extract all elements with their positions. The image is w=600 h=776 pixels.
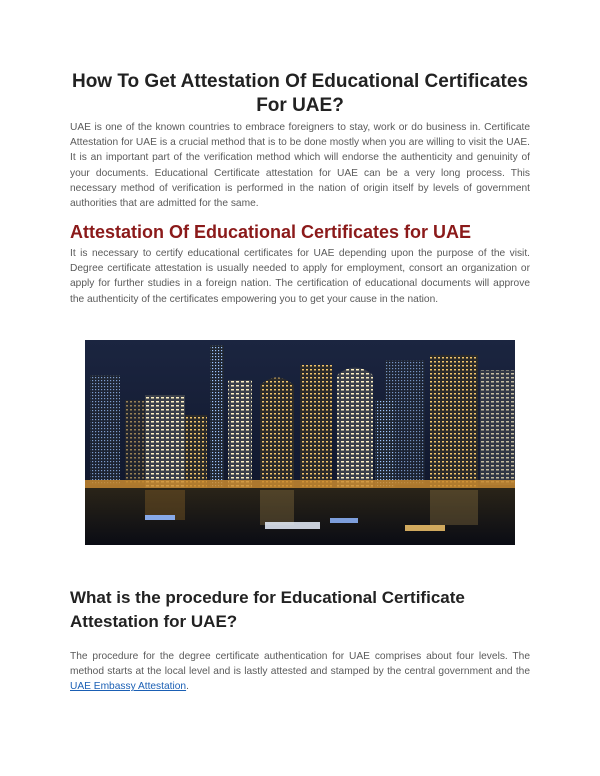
document-title: How To Get Attestation Of Educational Certificates For UAE? <box>71 71 529 116</box>
intro-paragraph: UAE is one of the known countries to embrace foreigners to stay, work or do business in. Certificate Attestation for UAE is a crucial method that is to be done mostly when you are willing to visit the UAE. It is an important part of the verification method which will endorse the authenticity and genuinity of your documents. Educational Certificate attestation for UAE can be a very long process. This necessary method of verification is performed in the nation of origin itself by levels of government authorities that are admitted for the same. <box>70 122 530 210</box>
section2-text: The procedure for the degree certificate authentication for UAE comprises about four levels. The method starts at the local level and is lastly attested and stamped by the central government and the <box>70 651 530 678</box>
section1-paragraph: It is necessary to certify educational certificates for UAE depending upon the purpose of the visit. Degree certificate attestation is usually needed to apply for employment, consort an organization or apply for further studies in a foreign nation. The certification of educational documents will approve the authenticity of the certificates empowering you to get your cause in the nation. <box>70 248 530 305</box>
city-night-skyline-photo <box>85 340 515 545</box>
uae-embassy-attestation-link[interactable]: UAE Embassy Attestation <box>70 681 187 693</box>
section2-heading: What is the procedure for Educational Certificate Attestation for UAE? <box>70 588 465 631</box>
section2-paragraph <box>70 649 530 695</box>
section1-heading: Attestation Of Educational Certificates for UAE <box>70 222 472 242</box>
section2-text-end: . <box>186 681 189 693</box>
